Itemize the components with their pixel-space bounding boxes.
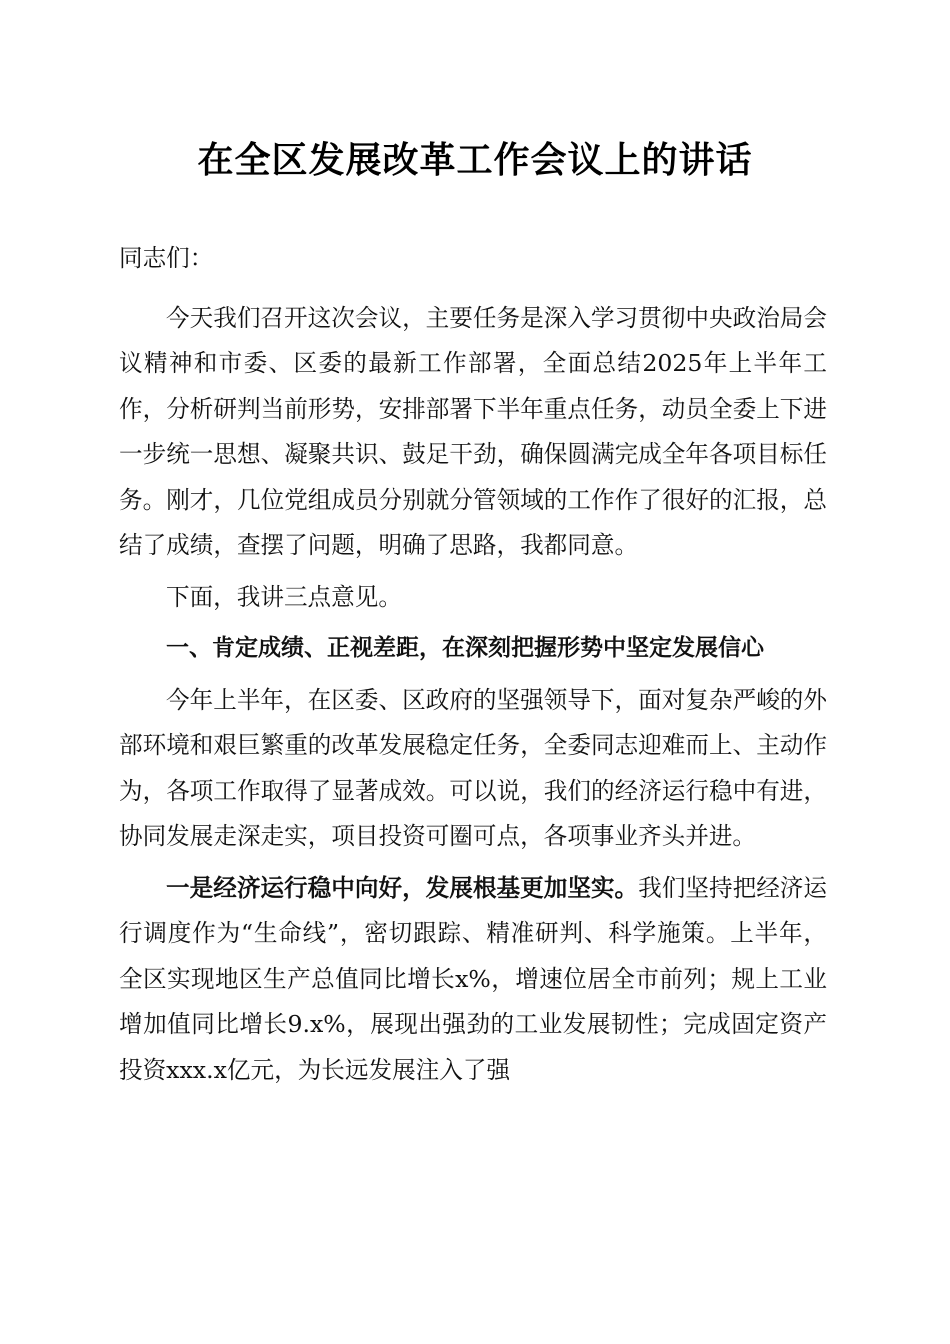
document-body [119, 236, 827, 1093]
paragraph-achievements: 今年上半年，在区委、区政府的坚强领导下，面对复杂严峻的外部环境和艰巨繁重的改革发展稳定任务，全委同志迎难而上、主动作为，各项工作取得了显著成效。可以说，我们的经济运行稳中有进，协同发展走深走实，项目投资可圈可点，各项事业齐头并进。 [119, 685, 827, 850]
paragraph-opening: 今天我们召开这次会议，主要任务是深入学习贯彻中央政治局会议精神和市委、区委的最新工作部署，全面总结2025年上半年工作，分析研判当前形势，安排部署下半年重点任务，动员全委上下进一步统一思想、凝聚共识、鼓足干劲，确保圆满完成全年各项目标任务。刚才，几位党组成员分别就分管领域的工作作了很好的汇报，总结了成绩，查摆了问题，明确了思路，我都同意。 [119, 303, 827, 559]
paragraph-economy-lead: 一是经济运行稳中向好，发展根基更加坚实。 [166, 873, 639, 902]
document-title: 在全区发展改革工作会议上的讲话 [197, 139, 753, 181]
paragraph-transition: 下面，我讲三点意见。 [166, 582, 402, 611]
paragraph-economy-text: 我们坚持把经济运行调度作为“生命线”，密切跟踪、精准研判、科学施策。上半年，全区实现地区生产总值同比增长x%，增速位居全市前列；规上工业增加值同比增长9.x%，展现出强劲的工业发展韧性；完成固定资产投资xxx.x亿元，为长远发展注入了强 [119, 873, 828, 1084]
paragraph-economy [119, 866, 827, 1094]
salutation: 同志们： [119, 244, 214, 272]
section-heading-1: 一、肯定成绩、正视差距，在深刻把握形势中坚定发展信心 [166, 635, 764, 661]
